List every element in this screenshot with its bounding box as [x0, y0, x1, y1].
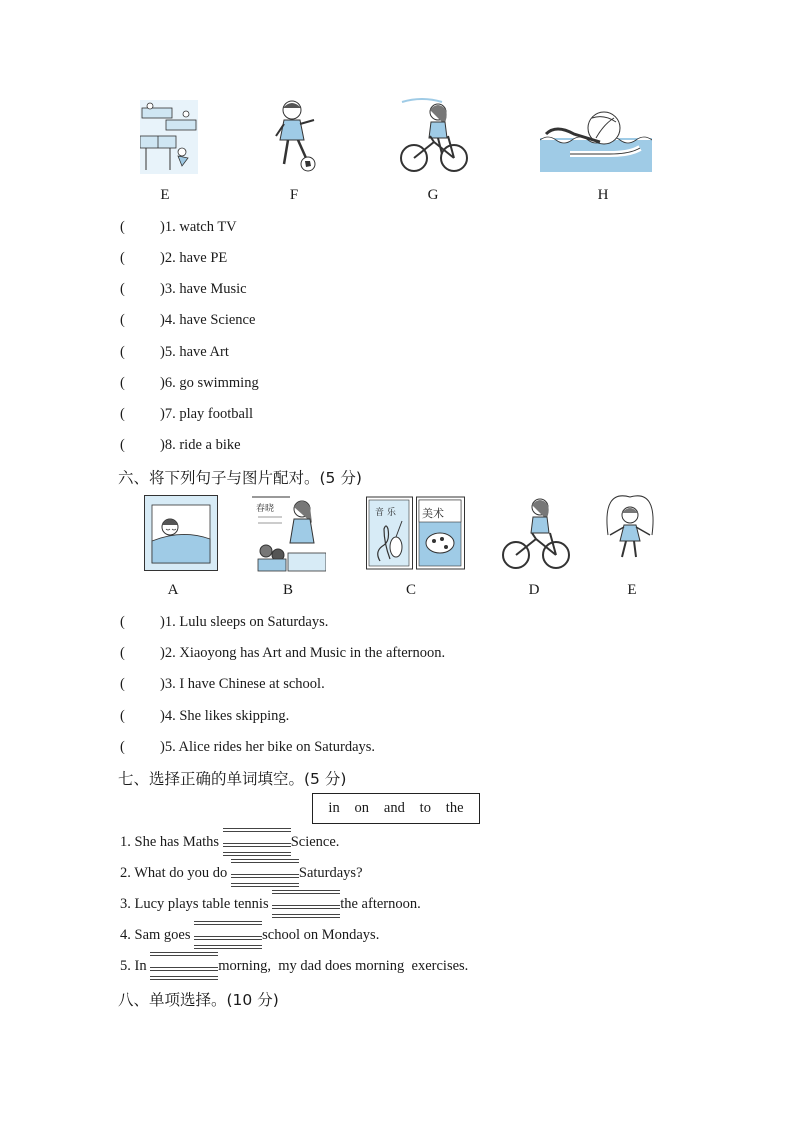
picture-d-bike: [500, 495, 572, 571]
section-6-title: 六、将下列句子与图片配对。(5 分): [118, 469, 362, 487]
picture-g-bike: [398, 98, 470, 174]
picture-e-skipping: [602, 495, 658, 571]
picture-letter-g: G: [427, 187, 439, 203]
word-bank-word: to: [419, 800, 431, 816]
word-bank-word: in: [328, 800, 340, 816]
fill-item-2: 2. What do you do Saturdays?: [120, 865, 363, 881]
section-8-title: 八、单项选择。(10 分): [118, 991, 279, 1009]
match-item-1: ( )1. watch TV: [120, 219, 237, 235]
match-item-7: ( )7. play football: [120, 406, 254, 422]
chunxiao-label: 春晓: [256, 504, 275, 514]
sentence-item-3: ( )3. I have Chinese at school.: [120, 676, 325, 692]
picture-h-swimming: [540, 110, 652, 172]
match-item-8: ( )8. ride a bike: [120, 437, 241, 453]
picture-a-sleeping: [144, 495, 218, 571]
picture-b-classroom: [252, 495, 326, 573]
picture-letter-f: F: [289, 187, 299, 203]
match-item-3: ( )3. have Music: [120, 281, 247, 297]
word-bank-word: and: [383, 800, 405, 816]
sentence-item-2: ( )2. Xiaoyong has Art and Music in the afternoon.: [120, 645, 446, 661]
match-item-4: ( )4. have Science: [120, 312, 256, 328]
picture-letter-h: H: [597, 187, 609, 203]
answer-blank[interactable]: [150, 958, 218, 972]
fill-item-5: 5. In morning, my dad does morning exercises.: [120, 958, 469, 974]
answer-blank[interactable]: [272, 896, 340, 910]
answer-blank[interactable]: [223, 834, 291, 848]
sentence-item-5: ( )5. Alice rides her bike on Saturdays.: [120, 739, 376, 755]
match-item-5: ( )5. have Art: [120, 344, 229, 360]
match-item-6: ( )6. go swimming: [120, 375, 259, 391]
picture-letter-e: E: [160, 187, 170, 203]
answer-blank[interactable]: [194, 927, 262, 941]
picture-letter-e-2: E: [627, 582, 637, 598]
picture-letter-c: C: [405, 582, 416, 598]
word-bank-word: the: [445, 800, 464, 816]
word-bank: [312, 793, 480, 824]
sentence-item-4: ( )4. She likes skipping.: [120, 708, 290, 724]
picture-letter-a: A: [167, 582, 179, 598]
sentence-item-1: ( )1. Lulu sleeps on Saturdays.: [120, 614, 329, 630]
fill-item-1: 1. She has Maths Science.: [120, 834, 340, 850]
fill-item-4: 4. Sam goes school on Mondays.: [120, 927, 380, 943]
picture-letter-d: D: [528, 582, 540, 598]
picture-c-books: [366, 495, 466, 571]
picture-letter-b: B: [282, 582, 293, 598]
section-7-title: 七、选择正确的单词填空。(5 分): [118, 770, 347, 788]
picture-f-football: [270, 98, 320, 174]
picture-e-table-tennis: [140, 100, 198, 174]
match-item-2: ( )2. have PE: [120, 250, 228, 266]
art-book-label: 美术: [422, 507, 444, 520]
fill-item-3: 3. Lucy plays table tennis the afternoon.: [120, 896, 421, 912]
answer-blank[interactable]: [231, 865, 299, 879]
music-book-label: 音 乐: [375, 508, 396, 518]
word-bank-word: on: [354, 800, 370, 816]
